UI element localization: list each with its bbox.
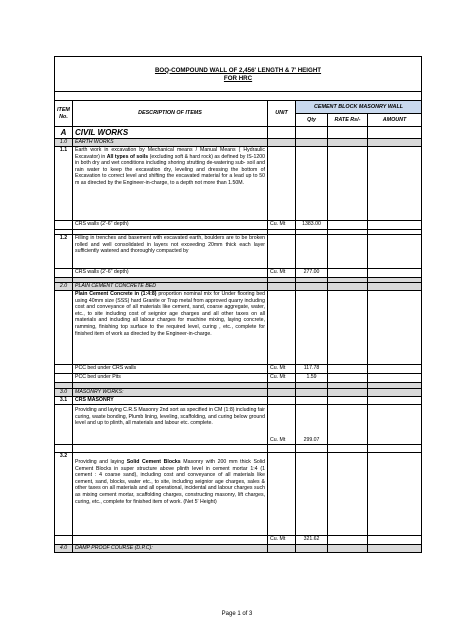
header-amount: AMOUNT	[368, 114, 422, 127]
qty-cell: 321.62	[296, 536, 328, 545]
unit-cell: Cu. Mt	[268, 365, 296, 374]
quantity-row	[55, 221, 422, 230]
section-row-earth-works	[55, 139, 422, 147]
item-row-1-2	[55, 235, 422, 269]
item-description	[73, 453, 268, 536]
qty-cell: 1383.00	[296, 221, 328, 230]
section-label: DAMP PROOF COURSE (D.P.C):	[73, 545, 268, 553]
section-civil-works	[55, 127, 422, 139]
section-label: MASONRY WORKS:	[73, 389, 268, 397]
unit-cell: Cu. Mt	[268, 405, 296, 445]
text-part: Masonry with 200 mm thick Solid Cement Blocks in super structure above plinth level in cement mortar 1:4 (1 cement : 4 coarse sand), including cost and conveyance of all materials like cement, sand, blocks, water etc., to site, including seignior age charges, sales & other taxes on all materials and all operational, incidental and labour charges such as mixing cement mortar, scaffolding charges, constructing masonry, lift charges, curing, etc., complete for finished item of work. (Net 5' Height)	[75, 459, 266, 505]
header-qty: Qty	[296, 114, 328, 127]
section-number: 4.0	[55, 545, 73, 553]
text-bold: Solid Cement Blocks	[126, 459, 181, 465]
item-number: 3.1	[55, 397, 73, 405]
qty-cell: 299.07	[296, 405, 328, 445]
section-label: PLAIN CEMENT CONCRETE BED	[73, 283, 268, 291]
quantity-description: PCC bed under CRS walls	[73, 365, 268, 374]
section-letter: A	[55, 127, 73, 139]
header-rate: RATE Rs/-	[328, 114, 368, 127]
item-row-2	[55, 291, 422, 365]
title-line-1: BOQ-COMPOUND WALL OF 2,456' LENGTH & 7' HEIGHT	[154, 66, 322, 74]
section-row-plain-cement-concrete	[55, 283, 422, 291]
item-row-1-1	[55, 147, 422, 221]
quantity-row	[55, 365, 422, 374]
item-number: 3.2	[55, 453, 73, 536]
boq-table	[54, 56, 422, 553]
section-row-damp-proof-course	[55, 545, 422, 553]
section-row-masonry-works	[55, 389, 422, 397]
quantity-description: PCC bed under Pits	[73, 374, 268, 383]
boq-sheet	[54, 56, 421, 553]
quantity-row	[55, 374, 422, 383]
text-part: Earth work in excavation by Mechanical means / Manual Means ( Hydraulic Excavator) in	[75, 147, 265, 160]
quantity-row	[55, 269, 422, 278]
text-part: (excluding soft & hard rock) as defined by IS-1200 in both dry and wet conditions including shoring strutting de-watering sub- soil and rain water to keep the excavation dry, leveling and dressing the bottom of Excavation to correct level and shifting the excavated material for a lead up to 50 m as directed by the Engineer-in-charge, to a depth not more than 1.50M.	[75, 153, 265, 186]
item-heading: CRS MASONRY	[73, 397, 268, 405]
unit-cell: Cu. Mt	[268, 221, 296, 230]
item-row-3-1	[55, 405, 422, 445]
item-number: 1.1	[55, 147, 73, 221]
unit-cell: Cu. Mt	[268, 374, 296, 383]
qty-cell: 117.78	[296, 365, 328, 374]
item-row-3-1-heading	[55, 397, 422, 405]
header-item-no: ITEM No.	[55, 101, 73, 127]
text-part: Providing and laying	[75, 459, 127, 465]
quantity-row	[55, 536, 422, 545]
section-number: 1.0	[55, 139, 73, 147]
item-number: 1.2	[55, 235, 73, 269]
document-title	[55, 64, 422, 92]
item-row-3-2	[55, 453, 422, 536]
quantity-description: CRS walls (2'-6" depth)	[73, 269, 268, 278]
item-description: Filling in trenches and basement with excavated earth, boulders are to be broken rolled and well consolidated in layers not exceeding 20mm thick each layer sufficiently watered and thoroughly compacted by	[73, 235, 268, 269]
qty-cell: 1.59	[296, 374, 328, 383]
item-description	[73, 291, 268, 365]
text-part: proportion nominal mix for Under flooring bed using 40mm size (SSS) hard Granite or Trap metal from approved quarry including cost and conveyance of all materials like cement, sand, coarse aggregate, water, etc., to site including cost of seignior age charges and all other taxes on all materials and including all labour charges for machine mixing, laying concrete, ramming, finishing top surface to the required level, curing , etc., complete for finished item of work as directed by the Engineer-in-charge.	[75, 291, 265, 337]
header-unit: UNIT	[268, 101, 296, 127]
qty-cell: 277.00	[296, 269, 328, 278]
item-description: Providing and laying C.R.S Masonry 2nd sort as specified in CM (1:8) including fair curing, waste bonding, Plumb lining, leveling, scaffolding, and curing below ground level and up to plinth, all materials and labour etc. complete.	[73, 405, 268, 445]
text-bold: All types of soils	[106, 153, 149, 160]
item-description	[73, 147, 268, 221]
section-label: EARTH WORKS	[73, 139, 268, 147]
section-title: CIVIL WORKS	[73, 127, 268, 139]
section-number: 2.0	[55, 283, 73, 291]
title-line-2: FOR HRC	[223, 74, 253, 82]
text-bold: Plain Cement Concrete in (1:4:8)	[75, 291, 157, 297]
header-cement-block-masonry-wall: CEMENT BLOCK MASONRY WALL	[296, 101, 422, 114]
quantity-description: CRS walls (2'-6" depth)	[73, 221, 268, 230]
page-footer: Page 1 of 3	[221, 611, 253, 617]
section-number: 3.0	[55, 389, 73, 397]
unit-cell: Cu. Mt	[268, 269, 296, 278]
header-description: DESCRIPTION OF ITEMS	[73, 101, 268, 127]
unit-cell: Cu. Mt	[268, 536, 296, 545]
